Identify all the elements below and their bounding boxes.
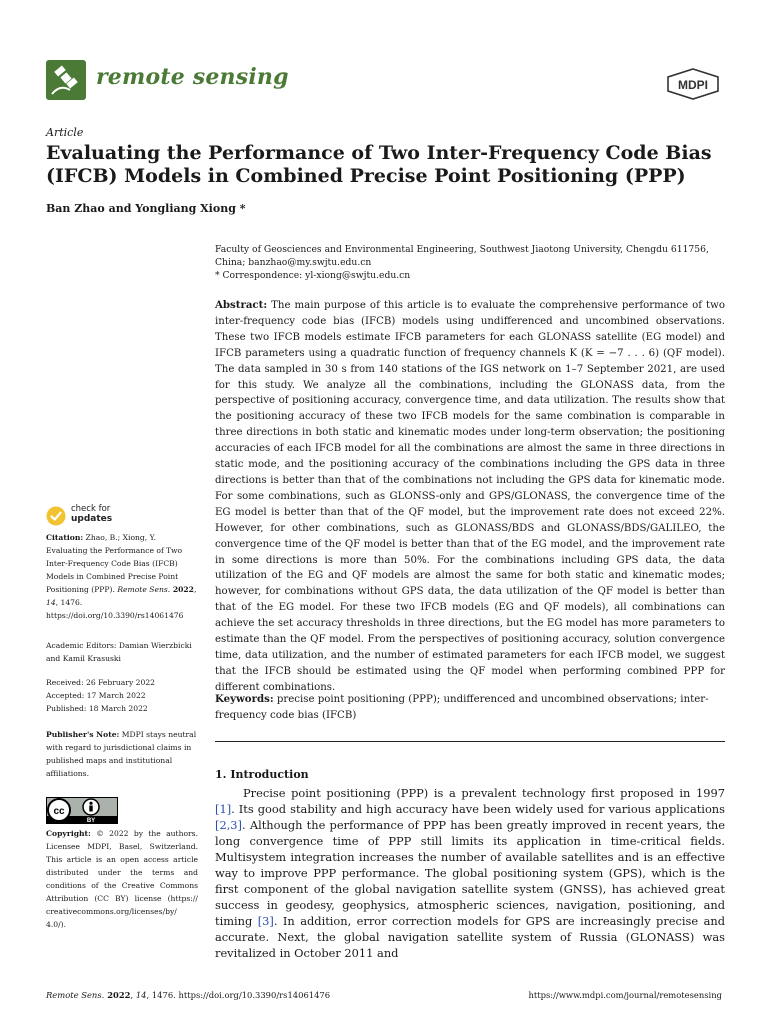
copyright-label: Copyright: (46, 829, 91, 838)
intro-text-3: . Although the performance of PPP has been greatly improved in recent years, the long convergence time of PPP still limits its application in time-critical fields. Multisystem integration increases the number of available satellites and is an effective way to improve PPP performance. The global positioning system (GPS), which is the first component of the global navigation satellite system (GNSS), has achieved great success in geodesy, geophysics, atmospheric sciences, navigation, positioning, and timing (215, 818, 725, 928)
footer-journal-url[interactable]: https://www.mdpi.com/journal/remotesensing (528, 990, 722, 1000)
citation-year: 2022 (170, 585, 194, 594)
citation-label: Citation: (46, 533, 84, 542)
abstract (215, 298, 725, 696)
journal-name: remote sensing (96, 64, 289, 90)
abstract-label: Abstract: (215, 299, 268, 311)
citation-link[interactable]: [3] (257, 914, 274, 928)
affiliation: Faculty of Geosciences and Environmental Engineering, Southwest Jiaotong University, Chengdu 611756, China; banzhao@my.swjtu.edu.cn (215, 244, 709, 268)
check-for-updates-button[interactable] (46, 504, 136, 528)
citation-journal: Remote Sens. (117, 585, 171, 594)
copyright-notice (46, 827, 198, 931)
footer-year: 2022 (104, 990, 131, 1000)
footer-journal: Remote Sens. (46, 990, 105, 1000)
citation-link[interactable]: [1] (215, 802, 232, 816)
citation-text: Zhao, B.; Xiong, Y. Evaluating the Performance of Two Inter-Frequency Code Bias (IFCB) Models in Combined Precise Point Positioning (PPP). (46, 533, 183, 594)
authors: Ban Zhao and Yongliang Xiong * (46, 202, 246, 215)
cc-label: BY (86, 818, 96, 824)
section-divider (215, 741, 725, 742)
citation-volume: 14 (46, 598, 56, 607)
introduction-paragraph (215, 785, 725, 961)
intro-text-2: . Its good stability and high accuracy have been widely used for various applications (231, 802, 725, 816)
publication-dates (46, 676, 198, 715)
correspondence: * Correspondence: yl-xiong@swjtu.edu.cn (215, 270, 411, 281)
intro-text-1: Precise point positioning (PPP) is a prevalent technology first proposed in 1997 (243, 786, 725, 800)
footer-citation: Remote Sens. 2022, 14, 1476. https://doi.org/10.3390/rs14061476 (46, 990, 331, 1000)
footer-volume: 14 (135, 990, 147, 1000)
academic-editors: Academic Editors: Damian Wierzbicki and Kamil Krasuski (46, 641, 192, 663)
check-updates-icon (46, 506, 66, 526)
abstract-text: The main purpose of this article is to evaluate the comprehensive performance of two inter-frequency code bias (IFCB) models using undifferenced and uncombined observations. These two IFCB models estimate IFCB parameters for each GLONASS satellite (EG model) and IFCB parameters using a quadratic function of frequency channels K (K = −7 . . . 6) (QF model). The data sampled in 30 s from 140 stations of the IGS network on 1–7 September 2021, are used for this study. We analyze all the combinations, including the GLONASS data, from the perspective of positioning accuracy, convergence time, and data utilization. The results show that the positioning accuracy of these two IFCB models for the same combination is comparable in three directions in both static and kinematic modes under long-term observation; the positioning accuracies of each IFCB model for all the combinations are almost the same in three directions in static mode, and the positioning accuracy of the combinations including the GPS data in three directions is better than that of the combinations not including the GPS data for kinematic mode. For some combinations, such as GLONSS-only and GPS/GLONASS, the convergence time of the EG model is better than that of the QF model, but the improvement rate does not exceed 22%. However, for other combinations, such as GLONASS/BDS and GLONASS/BDS/GALILEO, the convergence time of the QF model is better than that of the EG model, and the improvement rate in some directions is more than 50%. For the combinations including GPS data, the data utilization of the EG and QF models are almost the same for both static and kinematic modes; however, for combinations without GPS data, the data utilization of the QF model is better than that of the EG model. For these two IFCB models (EG and QF models), all combinations can achieve the set accuracy thresholds in three directions, but the EG model has more parameters to estimate than the QF model. From the perspectives of positioning accuracy, solution convergence time, data utilization, and the number of estimated parameters for each IFCB model, we suggest that the IFCB should be estimated using the QF model when performing combined PPP for different combinations. (215, 300, 725, 693)
mdpi-logo-icon (666, 68, 720, 100)
svg-text:cc: cc (53, 806, 65, 817)
note-text: MDPI stays neutral with regard to jurisdictional claims in published maps and institutional affiliations. (46, 730, 197, 778)
received-date: Received: 26 February 2022 (46, 678, 155, 687)
keywords-label: Keywords: (215, 693, 274, 705)
published-date: Published: 18 March 2022 (46, 704, 148, 713)
cc-by-license-icon[interactable] (46, 797, 118, 824)
section-heading: 1. Introduction (215, 768, 309, 781)
note-label: Publisher's Note: (46, 730, 120, 739)
citation-block (46, 531, 198, 622)
copyright-text: © 2022 by the authors. Licensee MDPI, Basel, Switzerland. This article is an open access article distributed under the terms and conditions of the Creative Commons Attribution (CC BY) license (https:// creativecommons.org/licenses/by/ 4.0/). (46, 829, 198, 929)
journal-logo-icon (46, 60, 86, 100)
accepted-date: Accepted: 17 March 2022 (46, 691, 146, 700)
citation-doi: , 1476. https://doi.org/10.3390/rs14061476 (46, 598, 184, 620)
citation-sep: , (193, 585, 197, 594)
article-title: Evaluating the Performance of Two Inter-Frequency Code Bias (IFCB) Models in Combined Precise Point Positioning (PPP) (46, 142, 712, 187)
publisher-name: MDPI (678, 78, 708, 92)
check-updates-line-2: updates (71, 514, 113, 524)
citation-link[interactable]: [2,3] (215, 818, 243, 832)
check-updates-line-1: check for (71, 504, 111, 514)
article-type: Article (46, 126, 84, 139)
keywords-text: precise point positioning (PPP); undifferenced and uncombined observations; inter-frequency code bias (IFCB) (215, 694, 709, 721)
keywords (215, 692, 725, 724)
footer-doi[interactable]: , 1476. https://doi.org/10.3390/rs14061476 (146, 990, 331, 1000)
publishers-note (46, 728, 198, 780)
intro-text-4: . In addition, error correction models for GPS are increasingly precise and accurate. Next, the global navigation satellite system of Russia (GLONASS) was revitalized in October 2011 and (215, 914, 725, 960)
